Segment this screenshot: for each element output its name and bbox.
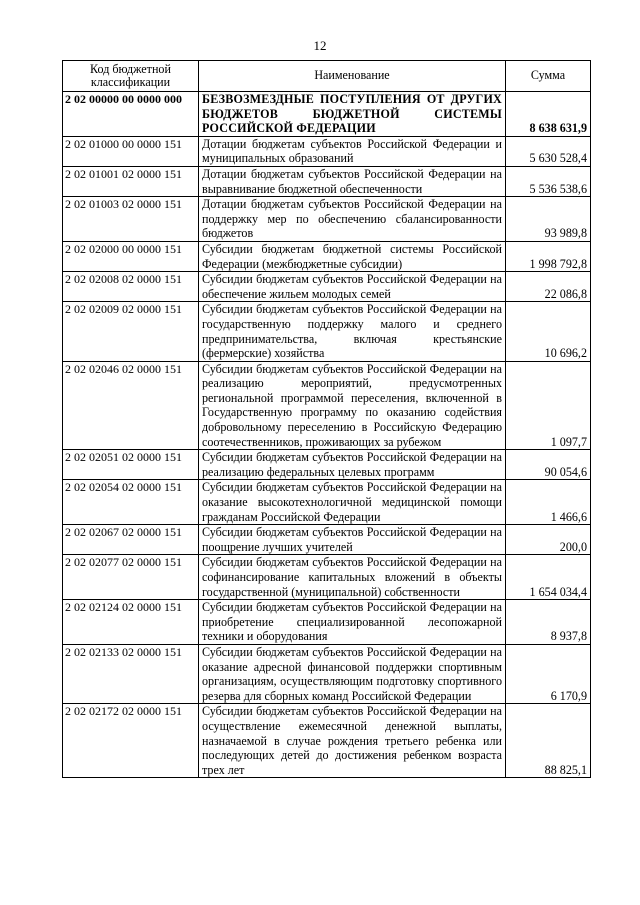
row-name: Субсидии бюджетам субъектов Российской Федерации на поощрение лучших учителей: [199, 525, 506, 555]
table-row: [63, 600, 591, 645]
row-code: 2 02 02172 02 0000 151: [63, 704, 199, 778]
row-name: Дотации бюджетам субъектов Российской Федерации на поддержку мер по обеспечению сбалансированности бюджетов: [199, 197, 506, 242]
row-sum: 6 170,9: [506, 644, 591, 703]
table-body: [63, 92, 591, 778]
row-sum: 5 536 538,6: [506, 166, 591, 196]
table-row: [63, 302, 591, 361]
table-row: [63, 644, 591, 703]
table-row: [63, 450, 591, 480]
row-sum: 90 054,6: [506, 450, 591, 480]
row-code: 2 02 02077 02 0000 151: [63, 555, 199, 600]
row-name: Субсидии бюджетам бюджетной системы Российской Федерации (межбюджетные субсидии): [199, 241, 506, 271]
row-code: 2 02 02133 02 0000 151: [63, 644, 199, 703]
table-header-row: [63, 61, 591, 92]
table-row: [63, 272, 591, 302]
row-code: 2 02 02051 02 0000 151: [63, 450, 199, 480]
table-row: [63, 197, 591, 242]
row-sum: 93 989,8: [506, 197, 591, 242]
row-sum: 88 825,1: [506, 704, 591, 778]
row-name: Дотации бюджетам субъектов Российской Федерации и муниципальных образований: [199, 136, 506, 166]
row-name: Субсидии бюджетам субъектов Российской Федерации на реализацию федеральных целевых программ: [199, 450, 506, 480]
row-code: 2 02 02046 02 0000 151: [63, 361, 199, 450]
header-code: Код бюджетной классификации: [63, 61, 199, 92]
row-sum: 200,0: [506, 525, 591, 555]
row-sum: 1 998 792,8: [506, 241, 591, 271]
row-code: 2 02 02000 00 0000 151: [63, 241, 199, 271]
header-name: Наименование: [199, 61, 506, 92]
row-code: 2 02 01001 02 0000 151: [63, 166, 199, 196]
table-row: [63, 361, 591, 450]
table-row: [63, 704, 591, 778]
row-code: 2 02 02067 02 0000 151: [63, 525, 199, 555]
row-name: БЕЗВОЗМЕЗДНЫЕ ПОСТУПЛЕНИЯ ОТ ДРУГИХ БЮДЖЕТОВ БЮДЖЕТНОЙ СИСТЕМЫ РОССИЙСКОЙ ФЕДЕРАЦИИ: [199, 92, 506, 137]
row-sum: 8 937,8: [506, 600, 591, 645]
row-sum: 1 654 034,4: [506, 555, 591, 600]
table-row: [63, 241, 591, 271]
row-sum: 8 638 631,9: [506, 92, 591, 137]
table-row: [63, 555, 591, 600]
row-name: Дотации бюджетам субъектов Российской Федерации на выравнивание бюджетной обеспеченности: [199, 166, 506, 196]
row-name: Субсидии бюджетам субъектов Российской Федерации на оказание высокотехнологичной медицинской помощи гражданам Российской Федерации: [199, 480, 506, 525]
row-code: 2 02 01003 02 0000 151: [63, 197, 199, 242]
table-row: [63, 166, 591, 196]
row-sum: 5 630 528,4: [506, 136, 591, 166]
row-name: Субсидии бюджетам субъектов Российской Федерации на приобретение специализированной лесопожарной техники и оборудования: [199, 600, 506, 645]
table-row: [63, 92, 591, 137]
row-name: Субсидии бюджетам субъектов Российской Федерации на софинансирование капитальных вложений в объекты государственной (муниципальной) собственности: [199, 555, 506, 600]
row-name: Субсидии бюджетам субъектов Российской Федерации на оказание адресной финансовой поддержки спортивным организациям, осуществляющим подготовку спортивного резерва для сборных команд Российской Федерации: [199, 644, 506, 703]
row-name: Субсидии бюджетам субъектов Российской Федерации на обеспечение жильем молодых семей: [199, 272, 506, 302]
row-sum: 22 086,8: [506, 272, 591, 302]
row-name: Субсидии бюджетам субъектов Российской Федерации на реализацию мероприятий, предусмотренных региональной программой переселения, включенной в Государственную программу по оказанию содействия добровольному переселению в Российскую Федерацию соотечественников, проживающих за рубежом: [199, 361, 506, 450]
row-code: 2 02 02054 02 0000 151: [63, 480, 199, 525]
table-row: [63, 480, 591, 525]
row-sum: 10 696,2: [506, 302, 591, 361]
row-code: 2 02 00000 00 0000 000: [63, 92, 199, 137]
budget-table: [62, 60, 591, 778]
header-sum: Сумма: [506, 61, 591, 92]
row-code: 2 02 02008 02 0000 151: [63, 272, 199, 302]
table-row: [63, 136, 591, 166]
row-code: 2 02 02009 02 0000 151: [63, 302, 199, 361]
row-sum: 1 097,7: [506, 361, 591, 450]
table-row: [63, 525, 591, 555]
page-number: 12: [313, 38, 327, 53]
row-code: 2 02 01000 00 0000 151: [63, 136, 199, 166]
row-name: Субсидии бюджетам субъектов Российской Федерации на осуществление ежемесячной денежной выплаты, назначаемой в случае рождения третьего ребенка или последующих детей до достижения ребенком возраста трех лет: [199, 704, 506, 778]
row-name: Субсидии бюджетам субъектов Российской Федерации на государственную поддержку малого и среднего предпринимательства, включая крестьянские (фермерские) хозяйства: [199, 302, 506, 361]
row-sum: 1 466,6: [506, 480, 591, 525]
row-code: 2 02 02124 02 0000 151: [63, 600, 199, 645]
